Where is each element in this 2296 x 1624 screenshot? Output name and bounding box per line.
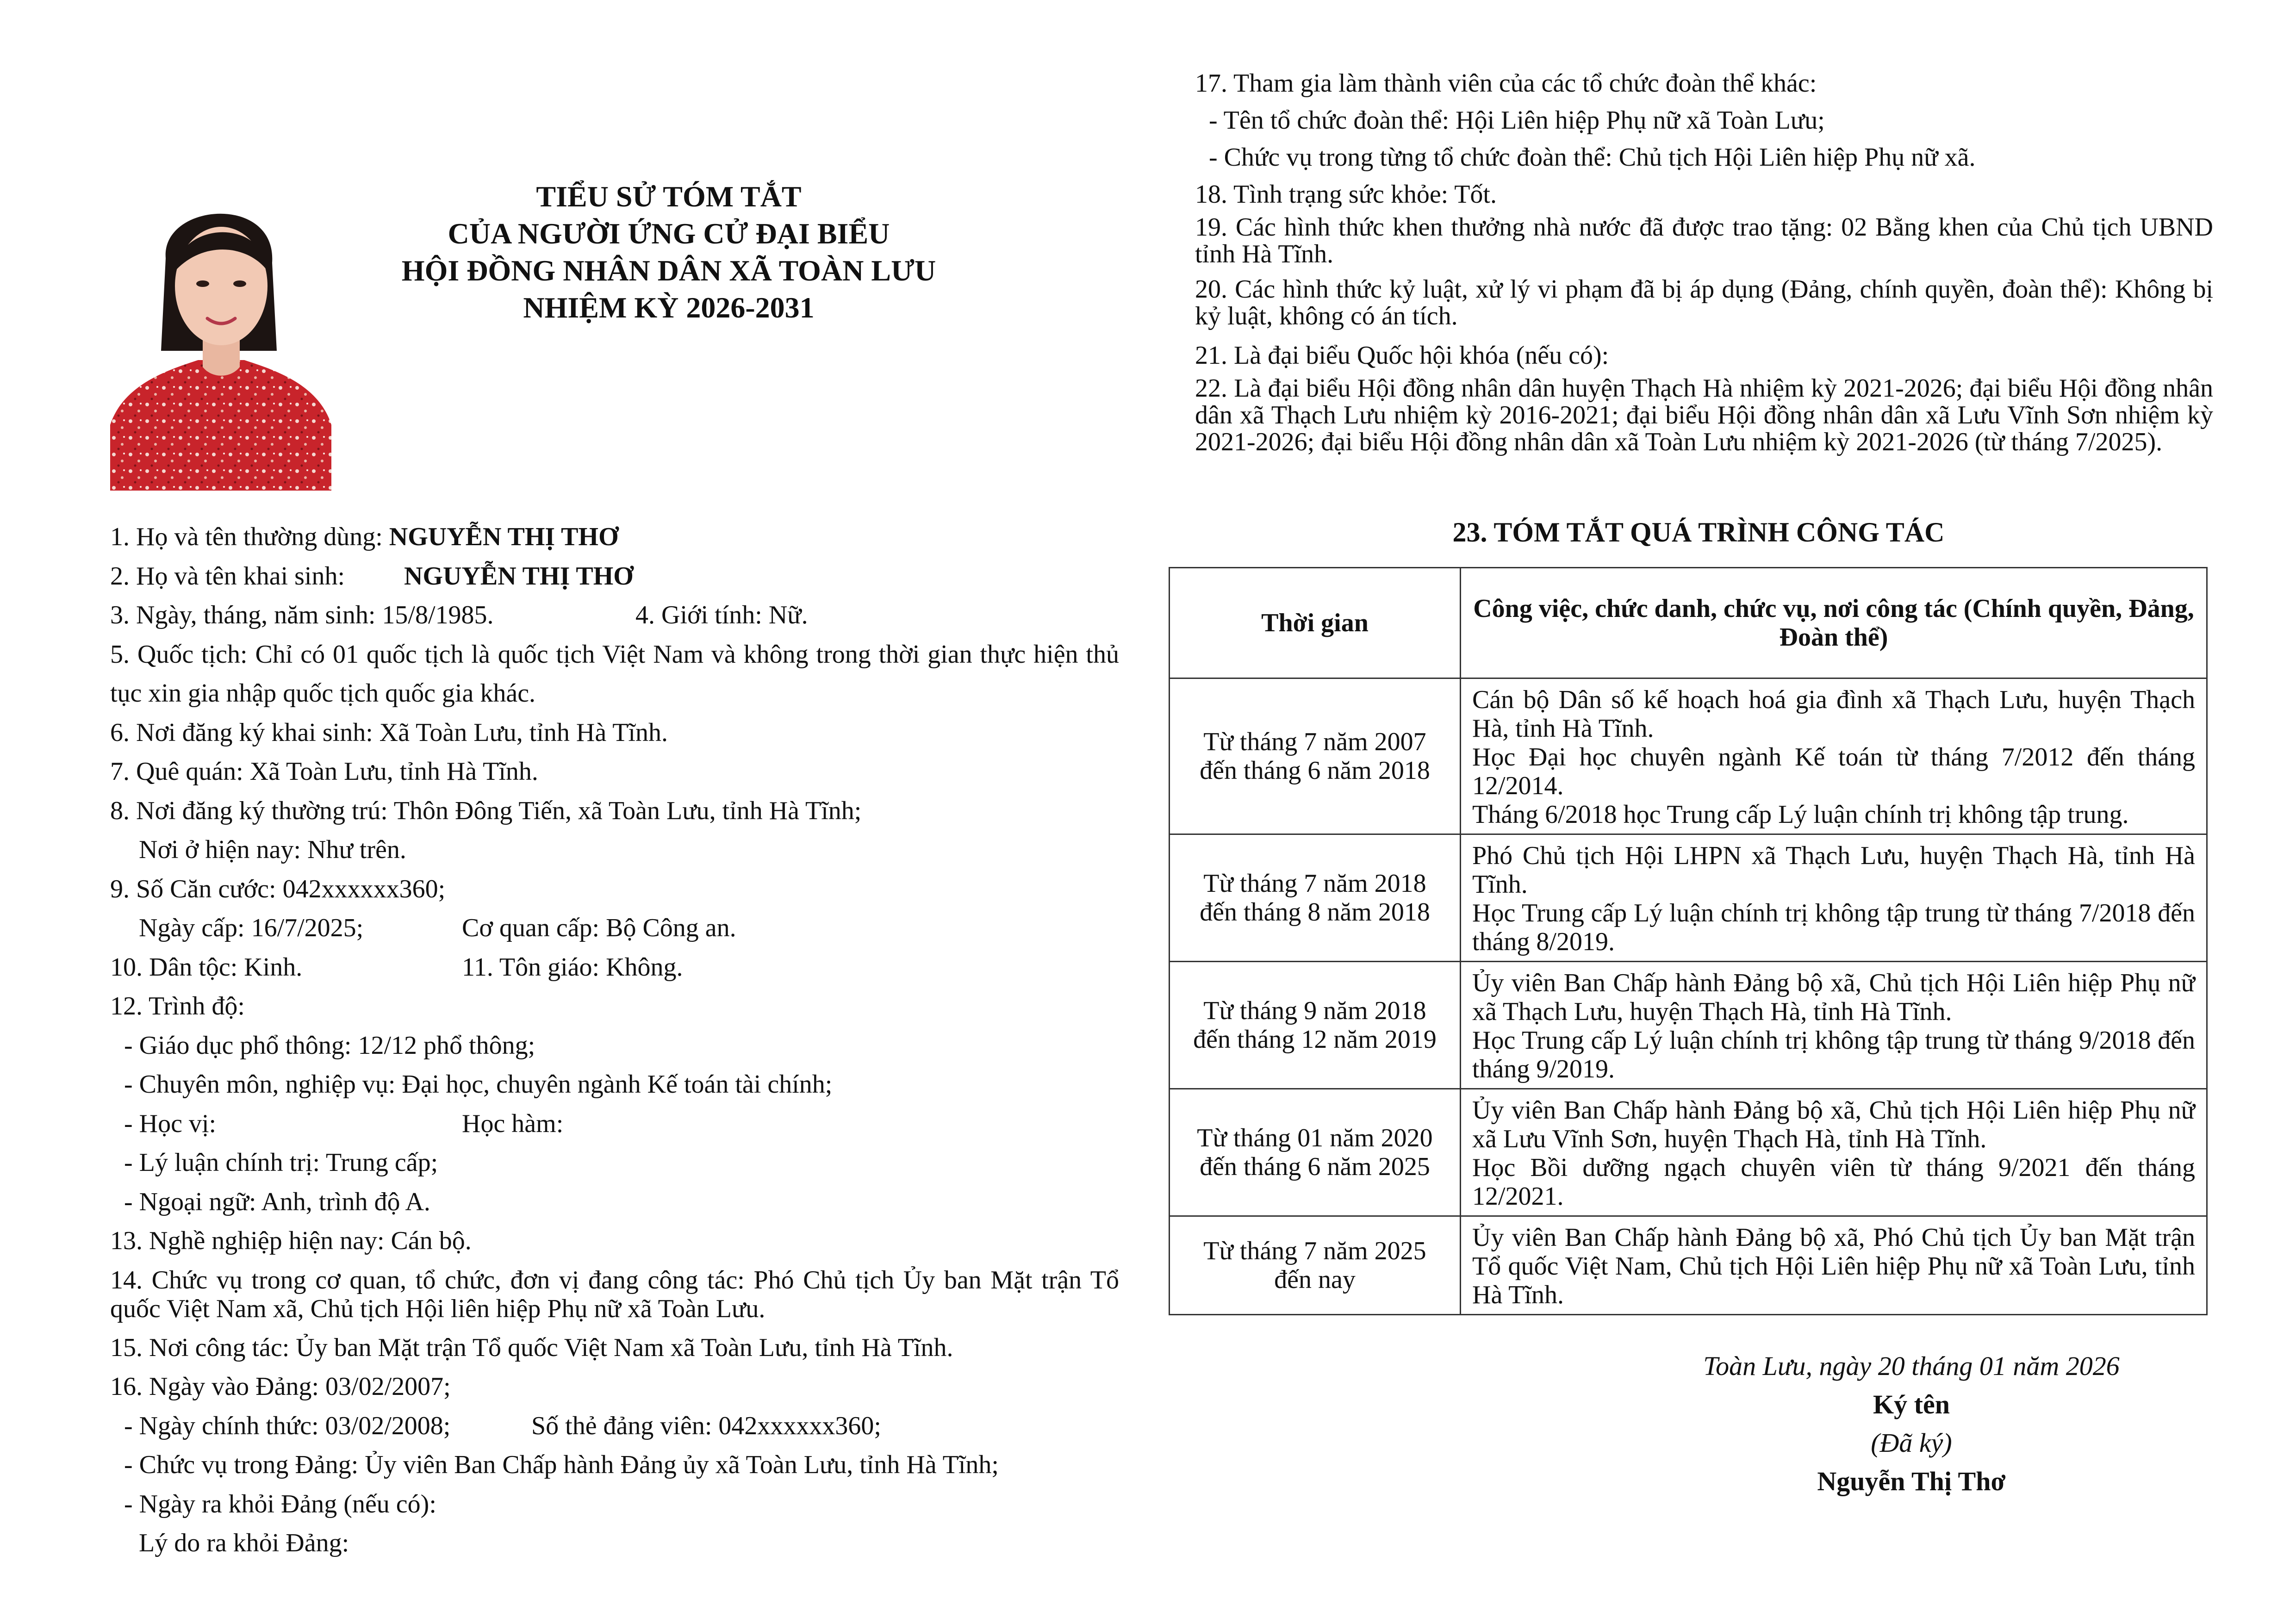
table-row xyxy=(1170,962,2207,1089)
sign-label: Ký tên xyxy=(1873,1389,1950,1419)
field-party-card: Số thẻ đảng viên: 042xxxxxx360; xyxy=(531,1411,881,1440)
row-description: Ủy viên Ban Chấp hành Đảng bộ xã, Chủ tịch Hội Liên hiệp Phụ nữ xã Thạch Lưu, huyện Thạch Hà, tỉnh Hà Tĩnh. Học Trung cấp Lý luận chính trị không tập trung từ tháng 9/2018 đến tháng 9/2019. xyxy=(1461,962,2207,1089)
field-health: 18. Tình trạng sức khỏe: Tốt. xyxy=(1195,180,1497,209)
row-description: Ủy viên Ban Chấp hành Đảng bộ xã, Chủ tịch Hội Liên hiệp Phụ nữ xã Lưu Vĩnh Sơn, huyện Thạch Hà, tỉnh Hà Tĩnh. Học Bồi dưỡng ngạch chuyên viên từ tháng 9/2021 đến tháng 12/2021. xyxy=(1461,1089,2207,1216)
field-party-leave-date: - Ngày ra khỏi Đảng (nếu có): xyxy=(124,1489,436,1518)
portrait-photo xyxy=(110,184,331,491)
row-time: Từ tháng 9 năm 2018 đến tháng 12 năm 2019 xyxy=(1170,962,1461,1089)
field-id-issuer: Cơ quan cấp: Bộ Công an. xyxy=(462,914,736,942)
title-line-1: TIỂU SỬ TÓM TẮT xyxy=(536,180,802,213)
field-education: 12. Trình độ: xyxy=(110,992,245,1020)
field-id-issue xyxy=(110,908,1128,948)
row-time: Từ tháng 7 năm 2007 đến tháng 6 năm 2018 xyxy=(1170,678,1461,834)
field-awards: 19. Các hình thức khen thưởng nhà nước đã được trao tặng: 02 Bằng khen của Chủ tịch UBND tỉnh Hà Tĩnh. xyxy=(1195,213,2213,268)
field-religion: 11. Tôn giáo: Không. xyxy=(462,952,683,982)
field-current-address: Nơi ở hiện nay: Như trên. xyxy=(139,835,406,864)
field-organization-name: - Tên tổ chức đoàn thể: Hội Liên hiệp Phụ nữ xã Toàn Lưu; xyxy=(1209,106,1825,135)
field-workplace: 15. Nơi công tác: Ủy ban Mặt trận Tổ quốc Việt Nam xã Toàn Lưu, tỉnh Hà Tĩnh. xyxy=(110,1333,953,1362)
field-id-issue-date: Ngày cấp: 16/7/2025; xyxy=(139,914,364,942)
row-description: Phó Chủ tịch Hội LHPN xã Thạch Lưu, huyện Thạch Hà, tỉnh Hà Tĩnh. Học Trung cấp Lý luận chính trị không tập trung từ tháng 7/2018 đến tháng 8/2019. xyxy=(1461,834,2207,962)
row-time: Từ tháng 01 năm 2020 đến tháng 6 năm 2025 xyxy=(1170,1089,1461,1216)
field-occupation: 13. Nghề nghiệp hiện nay: Cán bộ. xyxy=(110,1226,472,1255)
place-date: Toàn Lưu, ngày 20 tháng 01 năm 2026 xyxy=(1703,1351,2120,1381)
document-title xyxy=(361,178,977,326)
row-time: Từ tháng 7 năm 2018 đến tháng 8 năm 2018 xyxy=(1170,834,1461,962)
field-common-name: 1. Họ và tên thường dùng: NGUYỄN THỊ THƠ xyxy=(110,523,619,551)
field-birth-place: 6. Nơi đăng ký khai sinh: Xã Toàn Lưu, tỉnh Hà Tĩnh. xyxy=(110,718,668,747)
field-gender: 4. Giới tính: Nữ. xyxy=(635,601,808,629)
field-academic-title: Học hàm: xyxy=(462,1109,564,1138)
field-organization-role: - Chức vụ trong từng tổ chức đoàn thể: Chủ tịch Hội Liên hiệp Phụ nữ xã. xyxy=(1209,143,1976,172)
title-line-4: NHIỆM KỲ 2026-2031 xyxy=(523,291,815,324)
portrait-image xyxy=(110,184,331,491)
field-party-leave-reason: Lý do ra khỏi Đảng: xyxy=(139,1529,349,1557)
field-party-official: - Ngày chính thức: 03/02/2008; Số thẻ đảng viên: 042xxxxxx360; xyxy=(110,1406,1128,1446)
signer-name: Nguyễn Thị Thơ xyxy=(1817,1466,2006,1496)
field-party-position: - Chức vụ trong Đảng: Ủy viên Ban Chấp hành Đảng ủy xã Toàn Lưu, tỉnh Hà Tĩnh; xyxy=(124,1450,999,1479)
field-party-join-date: 16. Ngày vào Đảng: 03/02/2007; xyxy=(110,1372,451,1401)
common-name-value: NGUYỄN THỊ THƠ xyxy=(389,523,619,551)
field-foreign-language: - Ngoại ngữ: Anh, trình độ A. xyxy=(124,1187,430,1216)
field-residence: 8. Nơi đăng ký thường trú: Thôn Đông Tiến, xã Toàn Lưu, tỉnh Hà Tĩnh; xyxy=(110,796,862,825)
field-national-assembly: 21. Là đại biểu Quốc hội khóa (nếu có): xyxy=(1195,341,1609,370)
field-ethnicity-religion xyxy=(110,948,1128,987)
table-header-row xyxy=(1170,568,2207,678)
field-id-number: 9. Số Căn cước: 042xxxxxx360; xyxy=(110,874,446,903)
field-dob-gender xyxy=(110,596,1128,635)
field-council-terms: 22. Là đại biểu Hội đồng nhân dân huyện Thạch Hà nhiệm kỳ 2021-2026; đại biểu Hội đồng nhân dân xã Thạch Lưu nhiệm kỳ 2016-2021; đại biểu Hội đồng nhân dân xã Lưu Vĩnh Sơn nhiệm kỳ 2021-2026; đại biểu Hội đồng nhân dân xã Toàn Lưu nhiệm kỳ 2021-2026 (từ tháng 7/2025). xyxy=(1195,374,2213,456)
field-discipline: 20. Các hình thức kỷ luật, xử lý vi phạm đã bị áp dụng (Đảng, chính quyền, đoàn thể): Không bị kỷ luật, không có án tích. xyxy=(1195,275,2213,330)
field-nationality: 5. Quốc tịch: Chỉ có 01 quốc tịch là quốc tịch Việt Nam và không trong thời gian thực hiện thủ tục xin gia nhập quốc tịch quốc gia khác. xyxy=(110,640,1119,708)
signed-note: (Đã ký) xyxy=(1871,1428,1952,1458)
field-political-theory: - Lý luận chính trị: Trung cấp; xyxy=(124,1148,438,1177)
birth-name-value: NGUYỄN THỊ THƠ xyxy=(404,561,634,591)
field-general-education: - Giáo dục phổ thông: 12/12 phổ thông; xyxy=(124,1031,535,1060)
field-degree: - Học vị: Học hàm: xyxy=(110,1104,1128,1144)
work-history-title: 23. TÓM TẮT QUÁ TRÌNH CÔNG TÁC xyxy=(1452,517,1945,548)
row-description: Ủy viên Ban Chấp hành Đảng bộ xã, Phó Chủ tịch Ủy ban Mặt trận Tổ quốc Việt Nam, Chủ tịch Hội Liên hiệp Phụ nữ xã Toàn Lưu, tỉnh Hà Tĩnh. xyxy=(1461,1216,2207,1315)
table-row xyxy=(1170,834,2207,962)
work-history-table xyxy=(1169,567,2208,1315)
header-description: Công việc, chức danh, chức vụ, nơi công tác (Chính quyền, Đảng, Đoàn thể) xyxy=(1461,568,2207,678)
title-line-2: CỦA NGƯỜI ỨNG CỬ ĐẠI BIỂU xyxy=(448,217,890,250)
field-birth-name: 2. Họ và tên khai sinh: NGUYỄN THỊ THƠ xyxy=(110,557,1128,596)
header-time: Thời gian xyxy=(1170,568,1461,678)
table-row xyxy=(1170,1216,2207,1315)
title-line-3: HỘI ĐỒNG NHÂN DÂN XÃ TOÀN LƯU xyxy=(401,254,936,287)
personal-info xyxy=(110,517,1128,1563)
field-position: 14. Chức vụ trong cơ quan, tổ chức, đơn vị đang công tác: Phó Chủ tịch Ủy ban Mặt trận Tổ quốc Việt Nam xã, Chủ tịch Hội liên hiệp Phụ nữ xã Toàn Lưu. xyxy=(110,1265,1119,1323)
row-time: Từ tháng 7 năm 2025 đến nay xyxy=(1170,1216,1461,1315)
table-row xyxy=(1170,1089,2207,1216)
field-specialty: - Chuyên môn, nghiệp vụ: Đại học, chuyên ngành Kế toán tài chính; xyxy=(124,1070,833,1099)
field-organizations: 17. Tham gia làm thành viên của các tổ chức đoàn thể khác: xyxy=(1195,69,1817,98)
field-ethnicity: 10. Dân tộc: Kinh. xyxy=(110,952,303,982)
signature-block xyxy=(1675,1347,2147,1500)
row-description: Cán bộ Dân số kế hoạch hoá gia đình xã Thạch Lưu, huyện Thạch Hà, tỉnh Hà Tĩnh. Học Đại học chuyên ngành Kế toán từ tháng 7/2012 đến tháng 12/2014. Tháng 6/2018 học Trung cấp Lý luận chính trị không tập trung. xyxy=(1461,678,2207,834)
field-hometown: 7. Quê quán: Xã Toàn Lưu, tỉnh Hà Tĩnh. xyxy=(110,757,538,786)
field-dob: 3. Ngày, tháng, năm sinh: 15/8/1985. xyxy=(110,601,494,629)
additional-info xyxy=(1195,65,2213,463)
table-row xyxy=(1170,678,2207,834)
